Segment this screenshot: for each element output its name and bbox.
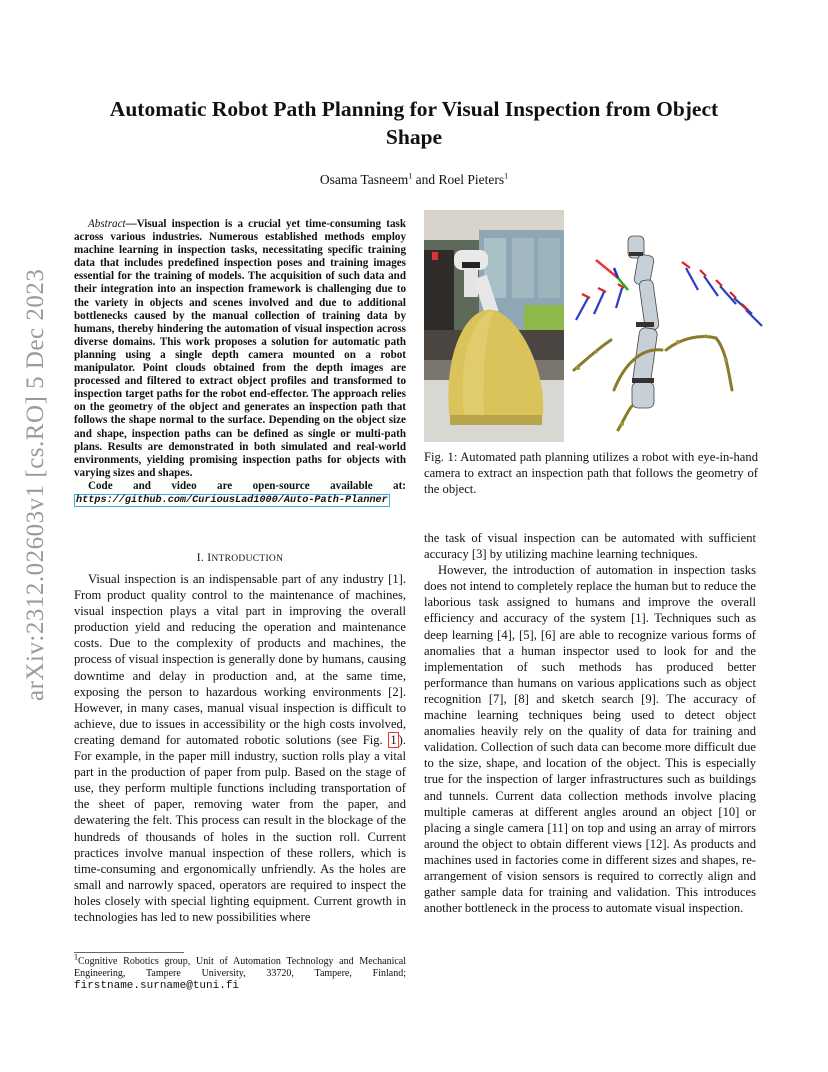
footnote-mark: 1 [74,952,78,962]
robot-photo [424,210,564,442]
author-name: Osama Tasneem [319,172,409,187]
abstract-text: Visual inspection is a crucial yet time-consuming task across various industries. Numerous established methods employ machine learning in inspection tasks, necessitating specific training data that includes predefined inspection poses and training images essential for the training of models. The acquisition of such data and their integration into an inspection framework is challenging due to the variety in objects and scenes involved and due to additional bottlenecks caused by the manual collection of training data by humans, thereby hindering the automation of visual inspection across diverse domains. This work proposes a solution for automatic path planning using a single depth camera mounted on a robot manipulator. Point clouds obtained from the depth images are processed and filtered to extract object profiles and transformed to inspection target paths for the robot end-effector. The approach relies on the geometry of the object and generates an inspection path that follows the shape normal to the surface. Depending on the object size and shape, inspection paths can be defined as single or multi-path plans. Results are demonstrated in both simulated and real-world environments, yielding promising inspection paths for objects with varying sizes and shapes. [74,218,406,479]
code-availability-text: Code and video are open-source available at: [88,479,406,492]
figure-reference-link[interactable]: 1 [390,732,397,747]
body-text: ). For example, in the paper mill industry, suction rolls play a vital part in the production of paper from pulp. Based on the stage of use, they perform multiple functions including transportation of the sheet of paper, removing water from the paper, and dewatering the felt. This process can result in the blockage of the hundreds of thousands of holes in the suction roll. Current practices involve manual inspection of these rollers, which is time-consuming and ergonomically unfriendly. As the holes are small and narrowly spaced, operators are required to inspect the holes closely with special lighting equipment. Current growth in technologies has led to new possibilities where [74,732,406,924]
author-separator: and [415,172,436,187]
simulation-illustration [566,210,766,442]
abstract-dash: — [125,218,137,230]
body-paragraph [74,571,406,925]
footnote-text: Cognitive Robotics group, Unit of Automation Technology and Mechanical Engineering, Tampere University, 33720, Tampere, Finland; [74,956,406,979]
footnote-divider [74,952,184,953]
authors-line [74,172,754,188]
robot-photo-illustration [424,210,564,442]
paper-title: Automatic Robot Path Planning for Visual Inspection from Object Shape [109,97,719,149]
affiliation-mark: 1 [408,171,413,181]
footnote-email: firstname.surname@tuni.fi [74,980,240,992]
simulation-view [566,210,766,442]
body-text: Visual inspection is an indispensable part of any industry [1]. From product quality control to the maintenance of machines, visual inspection plays a vital part in improving the overall production yield and reducing the operation and maintenance costs. Due to the complexity of products and machines, the process of visual inspection is generally done by humans, causing downtime and delay in production and, at the same time, exposing the person to hazardous working environments [2]. However, in many cases, manual visual inspection is difficult to achieve, due to issues in accessibility or the high costs involved, creating demand for automated robotic solutions (see Fig. [74,572,406,747]
section-heading-introduction: I. INTRODUCTION [196,552,284,564]
abstract-label: Abstract [88,218,126,230]
code-availability [74,480,406,507]
body-paragraph: However, the introduction of automation in inspection tasks does not intend to completely replace the human but to reduce the laborious task assigned to humans and improve the overall efficiency and accuracy of the system [1]. Techniques such as deep learning [4], [5], [6] are able to recognize various forms of anomalies that a human inspector used to look for and the implementation of such methods has produced better performance than humans on various applications such as object recognition [7], [8] and sketch search [9]. The accuracy of machine learning techniques being used to detect object anomalies heavily rely on the quality of data for training and validation. Collection of such data can become more difficult due to the size, shape, and location of the object. This is especially true for the inspection of larger infrastructures such as buildings and tunnels. Current data collection methods involve placing multiple cameras at different angles around an object [10] or placing a single camera [11] on top and using an array of mirrors around the object to obtain different views [12]. As products and machines used in factories come in different sizes and shapes, re-arrangement of vision sensors is required to correctly align and gather sample data for training and validation. This introduces another bottleneck in the process to automate visual inspection. [424,563,756,916]
abstract [74,218,406,507]
figure-1 [424,210,766,442]
body-paragraph: the task of visual inspection can be automated with sufficient accuracy [3] by utilizing machine learning techniques. [424,531,756,562]
author-name: Roel Pieters [438,172,505,187]
abstract-paragraph [74,218,406,480]
introduction-right-column [424,530,756,916]
footnote [74,952,406,992]
introduction-left-column [74,571,406,925]
code-repository-link[interactable]: https://github.com/CuriousLad1000/Auto-Path-Planner [76,494,388,506]
arxiv-stamp: arXiv:2312.02603v1 [cs.RO] 5 Dec 2023 [22,268,49,702]
figure-caption: Fig. 1: Automated path planning utilizes a robot with eye-in-hand camera to extract an inspection path that follows the geometry of the object. [424,450,758,497]
affiliation-mark: 1 [504,171,509,181]
